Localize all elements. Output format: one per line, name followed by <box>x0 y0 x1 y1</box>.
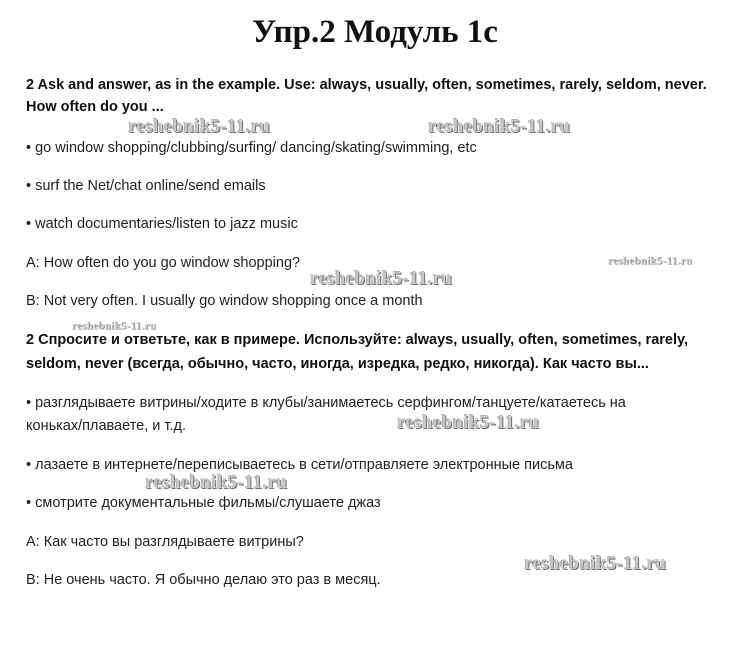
ru-bullet-3: • смотрите документальные фильмы/слушаете джаз <box>26 495 381 511</box>
watermark: reshebnik5-11.ru <box>72 320 157 332</box>
en-bullet-3: • watch documentaries/listen to jazz music <box>26 216 298 232</box>
ru-example-answer: В: Не очень часто. Я обычно делаю это раз в месяц. <box>26 572 381 588</box>
en-instruction-line-2: How often do you ... <box>26 99 164 115</box>
watermark: reshebnik5-11.ru <box>145 472 288 493</box>
watermark: reshebnik5-11.ru <box>128 116 271 137</box>
watermark: reshebnik5-11.ru <box>397 412 540 433</box>
ru-instruction-line-2: seldom, never (всегда, обычно, часто, иногда, изредка, редко, никогда). Как часто вы... <box>26 356 649 372</box>
en-example-question: A: How often do you go window shopping? <box>26 255 301 271</box>
ru-example-question: А: Как часто вы разглядываете витрины? <box>26 534 304 550</box>
watermark: reshebnik5-11.ru <box>428 116 571 137</box>
ru-bullet-2: • лазаете в интернете/переписываетесь в сети/отправляете электронные письма <box>26 457 573 473</box>
page-title: Упр.2 Модуль 1с <box>252 14 498 50</box>
en-bullet-1: • go window shopping/clubbing/surfing/ dancing/skating/swimming, etc <box>26 140 477 156</box>
watermark: reshebnik5-11.ru <box>608 255 693 267</box>
en-bullet-2: • surf the Net/chat online/send emails <box>26 178 266 194</box>
watermark: reshebnik5-11.ru <box>310 268 453 289</box>
en-instruction-line-1: 2 Ask and answer, as in the example. Use: always, usually, often, sometimes, rarely, seldom, never. <box>26 77 707 93</box>
ru-instruction-line-1: 2 Спросите и ответьте, как в примере. Используйте: always, usually, often, sometimes, rarely, <box>26 332 689 348</box>
ru-bullet-1-line-2: коньках/плаваете, и т.д. <box>26 418 186 434</box>
en-example-answer: B: Not very often. I usually go window shopping once a month <box>26 293 423 309</box>
watermark: reshebnik5-11.ru <box>524 553 667 574</box>
ru-bullet-1-line-1: • разглядываете витрины/ходите в клубы/занимаетесь серфингом/танцуете/катаетесь на <box>26 395 626 411</box>
